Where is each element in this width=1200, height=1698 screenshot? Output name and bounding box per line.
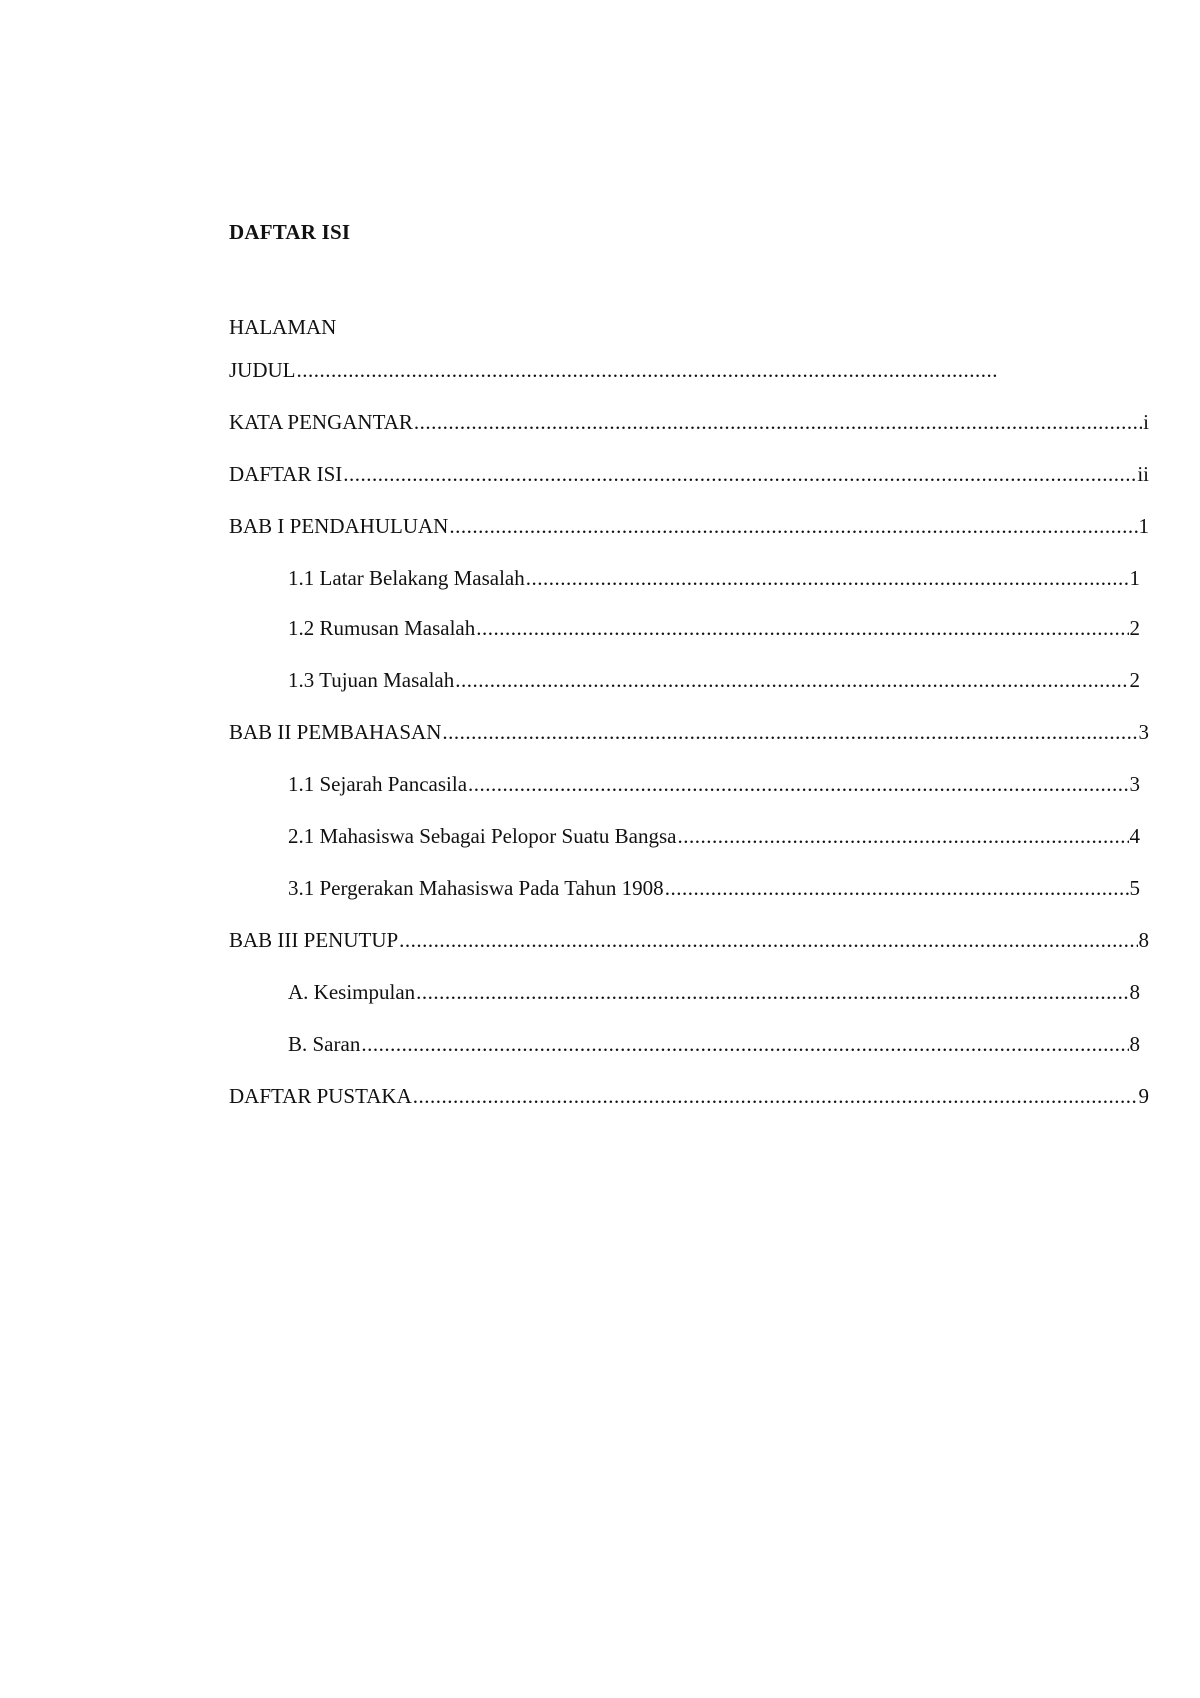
toc-entry-label: DAFTAR ISI: [229, 462, 343, 486]
toc-entry-page: 8: [1138, 928, 1149, 952]
page-title: DAFTAR ISI: [229, 220, 351, 244]
toc-leader-dots: [665, 875, 1129, 901]
toc-entry-label: 1.1 Latar Belakang Masalah: [288, 566, 525, 590]
toc-entry-page: 5: [1129, 876, 1140, 900]
toc-entry-page: 8: [1129, 1032, 1140, 1056]
toc-entry-page: 1: [1138, 514, 1149, 538]
toc-entry-bab-3: [229, 927, 1149, 953]
toc-leader-dots: [343, 461, 1136, 487]
toc-entry-page: 2: [1129, 668, 1140, 692]
toc-entry-label: 2.1 Mahasiswa Sebagai Pelopor Suatu Bangsa: [288, 824, 677, 848]
toc-entry-page: 1: [1129, 566, 1140, 590]
toc-entry-label: B. Saran: [288, 1032, 361, 1056]
toc-entry-page: 9: [1138, 1084, 1149, 1108]
toc-entry-kata-pengantar: [229, 409, 1149, 435]
toc-entry-label: JUDUL: [229, 358, 296, 382]
toc-entry-page: 8: [1129, 980, 1140, 1004]
toc-entry-daftar-pustaka: [229, 1083, 1149, 1109]
toc-entry-label: 1.3 Tujuan Masalah: [288, 668, 455, 692]
toc-leader-dots: [414, 409, 1142, 435]
toc-leader-dots: [442, 719, 1137, 745]
toc-leader-dots: [526, 565, 1129, 591]
toc-entry-judul: [229, 357, 999, 383]
toc-halaman-line: HALAMAN: [229, 315, 337, 339]
toc-entry-label: 1.2 Rumusan Masalah: [288, 616, 476, 640]
toc-entry-label: DAFTAR PUSTAKA: [229, 1084, 412, 1108]
toc-leader-dots: [677, 823, 1128, 849]
toc-entry-page: 2: [1129, 616, 1140, 640]
toc-leader-dots: [449, 513, 1137, 539]
toc-entry-label: A. Kesimpulan: [288, 980, 416, 1004]
toc-leader-dots: [476, 615, 1128, 641]
toc-leader-dots: [416, 979, 1128, 1005]
toc-entry-1-1: [288, 565, 1140, 591]
toc-entry-daftar-isi: [229, 461, 1149, 487]
toc-leader-dots: [468, 771, 1128, 797]
toc-entry-1-3: [288, 667, 1140, 693]
toc-leader-dots: [361, 1031, 1128, 1057]
toc-entry-1-2: [288, 615, 1140, 641]
toc-entry-sejarah-pancasila: [288, 771, 1140, 797]
toc-leader-dots: [455, 667, 1128, 693]
toc-entry-bab-2: [229, 719, 1149, 745]
toc-entry-page: i: [1143, 410, 1149, 434]
toc-entry-label: BAB II PEMBAHASAN: [229, 720, 442, 744]
toc-entry-page: ii: [1137, 462, 1149, 486]
toc-entry-mahasiswa-pelopor: [288, 823, 1140, 849]
toc-entry-label: 3.1 Pergerakan Mahasiswa Pada Tahun 1908: [288, 876, 664, 900]
toc-entry-page: 3: [1129, 772, 1140, 796]
toc-entry-page: 3: [1138, 720, 1149, 744]
toc-leader-dots: [413, 1083, 1138, 1109]
toc-leader-dots: [399, 927, 1137, 953]
toc-entry-label: KATA PENGANTAR: [229, 410, 413, 434]
toc-entry-label: BAB III PENUTUP: [229, 928, 399, 952]
toc-entry-pergerakan-mahasiswa: [288, 875, 1140, 901]
toc-entry-label: 1.1 Sejarah Pancasila: [288, 772, 468, 796]
toc-entry-kesimpulan: [288, 979, 1140, 1005]
toc-leader-dots: [297, 357, 999, 383]
toc-entry-bab-1: [229, 513, 1149, 539]
toc-entry-page: 4: [1129, 824, 1140, 848]
toc-entry-label: BAB I PENDAHULUAN: [229, 514, 449, 538]
toc-entry-saran: [288, 1031, 1140, 1057]
